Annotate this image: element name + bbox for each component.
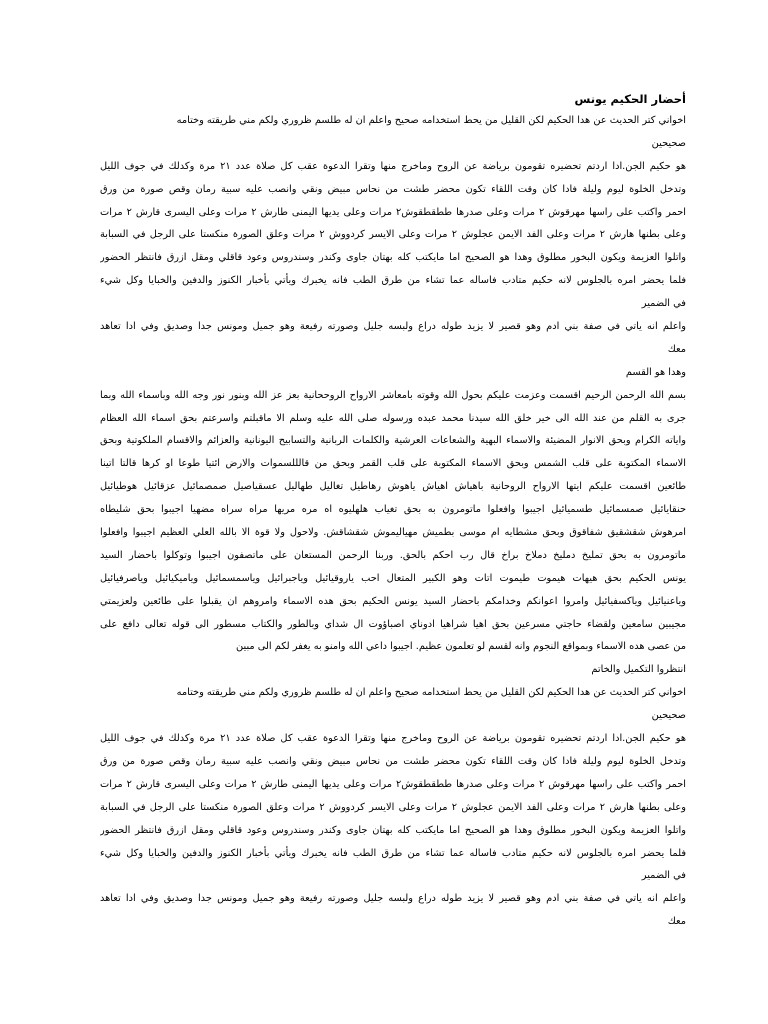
text-line: مجيبين سامعين ولقضاء حاجتي مسرعين بحق اهيا شراهيا ادوناي اصباؤوت ال شداي وبالطور والكتاب مسطور الى قوله تعالى دافع على: [100, 618, 686, 630]
text-line: صحيحين: [651, 137, 686, 149]
text-line: واتلوا العزيمة ويكون البخور مطلوق وهدا هو الصحيح اما مايكتب كله بهتان جاوى وكندر وسندروس وعود قاقلي ومقل ازرق فانتظر الحضور: [100, 824, 686, 836]
text-line: اخواني كتر الحديث عن هدا الحكيم لكن القليل من يحط استخدامه صحيح واعلم ان له طلسم ظروري ولكم مني طريقته وختامه: [176, 687, 686, 699]
text-line: وتدخل الخلوة ليوم وليلة فادا كان وقت اللقاء تكون محضر طشت من نحاس مبيض ونقي وانصب عليه سبية رمان وقص صورة من ورق: [100, 183, 686, 195]
text-line: في الضمير: [641, 870, 686, 882]
document-page: [100, 88, 686, 934]
text-line: يونس الحكيم بحق هيهات هيموت طيموت اتات وهو الكبير المتعال احب ياروقيائيل وياجبرائيل وياسمسمائيل وياميكيائيل وياصرفيائيل: [100, 572, 686, 584]
text-line: صحيحين: [651, 710, 686, 722]
text-line: وياعنيائيل وياكسفيائيل وامروا اعوانكم وخدامكم باحضار السيد يونس الحكيم بحق هده الاسماء وامروهم ان يقبلوا على طائعين ولعزيمتي: [100, 595, 686, 607]
text-line: في الضمير: [641, 298, 686, 310]
text-line: وتدخل الخلوة ليوم وليلة فادا كان وقت اللقاء تكون محضر طشت من نحاس مبيض ونقي وانصب عليه سبية رمان وقص صورة من ورق: [100, 755, 686, 767]
text-line: انتظروا التكميل والخاتم: [591, 664, 686, 676]
text-line: معك: [667, 343, 686, 355]
text-line: احمر واكتب على راسها مهرقوش ٢ مرات وعلى صدرها ططقطقوش٢ مرات وعلى يديها اليمنى طارش ٢ مرات وعلى اليسرى قارش ٢ مرات: [100, 778, 686, 790]
text-line: فلما يحضر امره بالجلوس لانه حكيم متادب فاساله عما تشاء من طرق الطب فانه يخبرك ويأتي بأخبار الكنوز والدفين والخبايا وكل شيء: [100, 275, 686, 287]
text-line: فلما يحضر امره بالجلوس لانه حكيم متادب فاساله عما تشاء من طرق الطب فانه يخبرك ويأتي بأخبار الكنوز والدفين والخبايا وكل شيء: [100, 847, 686, 859]
text-line: واتلوا العزيمة ويكون البخور مطلوق وهدا هو الصحيح اما مايكتب كله بهتان جاوى وكندر وسندروس وعود قاقلي ومقل ازرق فانتظر الحضور: [100, 252, 686, 264]
text-line: امرهوش شقشقيق شفاقوق وبحق مشطايه ام موسى بطميش مهياليموش شقشاقش. ولاحول ولا قوة الا بالله العلي العظيم اجيبوا وافعلوا: [100, 527, 686, 539]
text-line: وعلى بطنها هارش ٢ مرات وعلى الفد الايمن عجلوش ٢ مرات وعلى الايسر كردووش ٢ مرات وعلق الصورة منكستا على الرجل في السبابة: [100, 229, 686, 241]
text-line: الاسماء المكتوبة على قلب الشمس وبحق الاسماء المكتوبة على قلب القمر وبحق من قالللسموات والارض ائتيا طوعا او كرها قالتا اتينا: [100, 458, 686, 470]
text-line: بسم الله الرحمن الرحيم اقسمت وعزمت عليكم بحول الله وقوته بامعاشر الارواح الروححانية بعز عز الله وبنور نور وجه الله وباسماء الله وبما: [100, 389, 686, 401]
text-line: حنقايائيل صمسمائيل طسميائيل اجيبوا وافعلوا ماتومرون به بحق تغياب هلهليوه اه مره مريها مراه سراه مضهيا اجيبوا بحق شليطاه: [100, 504, 686, 516]
text-line: واعلم انه ياتي في صفة بني ادم وهو قصير لا يزيد طوله دراع ولبسه جليل وصورته رفيعة وهو جميل ومونس جدا وصديق وفي ادا تعاهد: [100, 321, 686, 333]
text-line: واياته الكرام وبحق الانوار المضيئة والاسماء البهية والشعاعات العرشية والكلمات الربانية والتسابيح اليونانية والعزائم والاقسام الملكوتية وبحق: [100, 435, 686, 447]
text-line: هو حكيم الجن.ادا اردتم تحضيره تقومون برياضة عن الروح وماخرج منها وتقرا الدعوة عقب كل صلاة عدد ٢١ مرة وكدلك في جوف الليل: [100, 160, 686, 172]
text-line: واعلم انه ياتي في صفة بني ادم وهو قصير لا يزيد طوله دراع ولبسه جليل وصورته رفيعة وهو جميل ومونس جدا وصديق وفي ادا تعاهد: [100, 893, 686, 905]
document-body: [100, 110, 686, 934]
text-line: احمر واكتب على راسها مهرقوش ٢ مرات وعلى صدرها ططقطقوش٢ مرات وعلى يديها اليمنى طارش ٢ مرات وعلى اليسرى قارش ٢ مرات: [100, 206, 686, 218]
text-line: اخواني كتر الحديث عن هدا الحكيم لكن القليل من يحط استخدامه صحيح واعلم ان له طلسم ظروري ولكم مني طريقته وختامه: [176, 115, 686, 126]
text-line: وهدا هو القسم: [625, 366, 686, 378]
text-line: هو حكيم الجن.ادا اردتم تحضيره تقومون برياضة عن الروح وماخرج منها وتقرا الدعوة عقب كل صلاة عدد ٢١ مرة وكدلك في جوف الليل: [100, 733, 686, 745]
text-line: وعلى بطنها هارش ٢ مرات وعلى الفد الايمن عجلوش ٢ مرات وعلى الايسر كردووش ٢ مرات وعلق الصورة منكستا على الرجل في السبابة: [100, 801, 686, 813]
document-title: أحضار الحكيم يونس: [574, 92, 686, 106]
text-line: معك: [667, 916, 686, 928]
text-line: من عصى هده الاسماء وبمواقع النجوم وانه لقسم لو تعلمون عظيم. اجيبوا داعي الله وامنو به يغفر لكم الى مبين: [236, 641, 686, 653]
text-line: ماتومرون به بحق تمليخ دمليخ دملاخ براخ قال رب احكم بالحق. وربنا الرحمن المستعان على ماتصفون اجيبوا وتوكلوا باحضار السيد: [100, 549, 686, 561]
text-line: طائعين اقسمت عليكم ايتها الارواح الروحانية باهياش اهياش ياهوش رهاطيل تغاليل طهاليل عسقياصيل صمصمائيل عزقائيل هوطيائيل: [100, 481, 686, 493]
text-line: جرى به القلم من عند الله الى خير خلق الله سيدنا محمد عبده ورسوله صلى الله عليه وسلم الا ماقبلتم واسرعتم بحق اسماء الله العظام: [100, 412, 686, 424]
